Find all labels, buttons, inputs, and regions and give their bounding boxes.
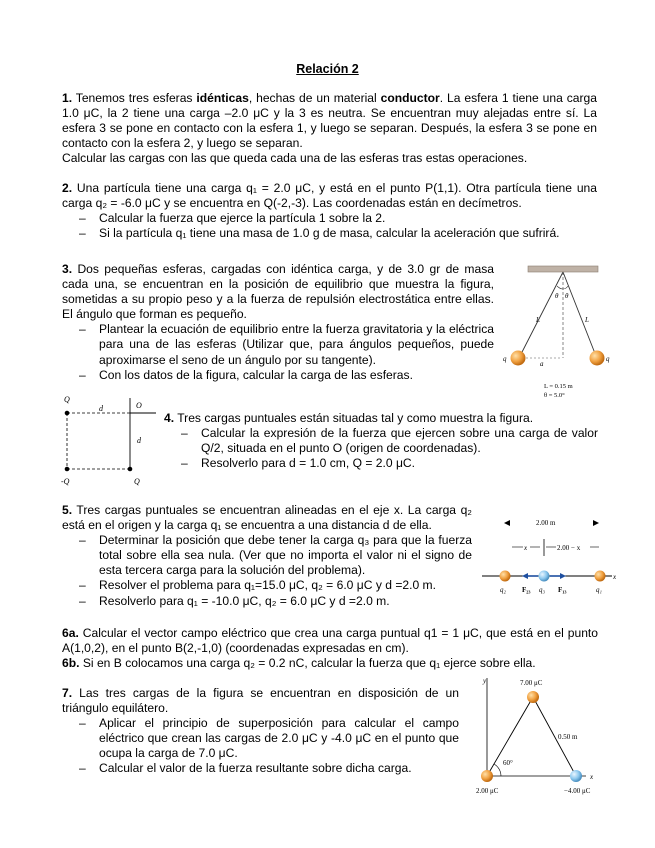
a-label: a — [540, 360, 544, 368]
Q-top-left-label: Q — [64, 395, 70, 404]
problem-1: 1. Tenemos tres esferas idénticas, hechas de un material conductor. La esfera 1 tiene una carga 1.0 μC, la 2 tiene una carga –2.0 μC y la 3 es neutra. Se encuentran muy alejadas entre sí. La esfera 3 se pone en contacto con la esfera 1, y luego se separan. Después, la esfera 3 se pone en contacto con la esfera 2, y luego se separan. Calcular las cargas con las que queda cada una de las esferas tras estas operaciones. — [62, 91, 597, 166]
x-axis-label: x — [590, 773, 594, 781]
charge-q1 — [595, 571, 606, 582]
problem-4: 4. Tres cargas puntuales están situadas tal y como muestra la figura. – Calcular la expresión de la fuerza que ejercen sobre una carga de valor Q/2, situada en el punto O (origen de coordenadas). – Resolverlo para d = 1.0 cm, Q = 2.0 μC. — [164, 411, 598, 471]
bottom-left-charge-label: 2.00 μC — [476, 787, 499, 795]
y-axis-label: y — [483, 677, 487, 685]
L-right-label: L — [585, 316, 589, 324]
string-left — [520, 272, 563, 356]
list-item: – Resolver el problema para q₁=15.0 μC, q₂ = 6.0 μC y d =2.0 m. — [62, 578, 472, 593]
aligned-charges-figure — [476, 512, 616, 598]
charge-top-left — [65, 411, 70, 416]
x-dim-label: x — [524, 544, 528, 552]
F13-label: F₁₃ — [558, 586, 567, 594]
list-item: – Calcular la fuerza que ejerce la partícula 1 sobre la 2. — [62, 211, 597, 226]
triangle-charges-figure — [470, 672, 610, 800]
list-item: – Con los datos de la figura, calcular la carga de las esferas. — [62, 368, 494, 383]
q-left-label: q — [503, 355, 507, 363]
charge-top — [527, 691, 539, 703]
length-data: L = 0.15 m — [544, 383, 573, 390]
list-item: – Calcular la expresión de la fuerza que ejercen sobre una carga de valor Q/2, situada en el punto O (origen de coordenadas). — [164, 426, 598, 456]
charge-bottom-right — [128, 467, 133, 472]
q1-label: q₁ — [596, 586, 602, 594]
problem-7-number: 7. — [62, 686, 73, 700]
Q-bottom-right-label: Q — [134, 477, 140, 486]
q-right-label: q — [606, 355, 610, 363]
top-charge-label: 7.00 μC — [520, 679, 543, 687]
q2-label: q₂ — [500, 586, 506, 594]
theta-left-label: θ — [555, 292, 559, 300]
O-label: O — [136, 401, 142, 410]
problem-5-number: 5. — [62, 503, 73, 517]
problem-2-number: 2. — [62, 181, 73, 195]
charge-bottom-left — [65, 467, 70, 472]
square-charges-figure — [58, 392, 158, 490]
theta-right-label: θ — [565, 292, 569, 300]
problem-3-number: 3. — [62, 262, 73, 276]
side-length-label: 0.50 m — [558, 733, 578, 741]
charge-bottom-right — [570, 770, 582, 782]
d-top-label: d — [99, 404, 103, 413]
sphere-right — [590, 351, 605, 366]
arrow-top-right — [593, 520, 599, 526]
list-item: – Resolverlo para d = 1.0 cm, Q = 2.0 μC. — [164, 456, 598, 471]
list-item: – Aplicar el principio de superposición para calcular el campo eléctrico que crean las cargas de 2.0 μC y -4.0 μC en el punto que ocupa la carga de 7.0 μC. — [62, 716, 459, 761]
force-F13-head — [560, 573, 566, 579]
problem-4-number: 4. — [164, 411, 175, 425]
ceiling — [528, 266, 598, 272]
angle-arc — [494, 764, 501, 776]
angle-arc-left — [557, 286, 563, 289]
q3-label: q₃ — [539, 586, 545, 594]
problem-6b-number: 6b. — [62, 656, 80, 671]
charge-q2 — [500, 571, 511, 582]
sphere-left — [511, 351, 526, 366]
angle-data: θ = 5.0° — [544, 392, 565, 399]
list-item: – Calcular el valor de la fuerza resultante sobre dicha carga. — [62, 761, 459, 776]
angle-label: 60° — [503, 759, 513, 767]
x-axis-label: x — [613, 573, 616, 581]
list-item: – Determinar la posición que debe tener la carga q₃ para que la fuerza total sobre ella sea nula. (Ver que no importa el valor ni el signo de esta tercera carga para la solución del problema). — [62, 533, 472, 578]
string-right — [563, 272, 596, 356]
F23-label: F₂₃ — [522, 586, 531, 594]
list-item: – Si la partícula q₁ tiene una masa de 1.0 g de masa, calcular la aceleración que sufrirá. — [62, 226, 597, 241]
problem-6a-number: 6a. — [62, 626, 79, 640]
list-item: – Plantear la ecuación de equilibrio entre la fuerza gravitatoria y la eléctrica para una de las esferas (Utilizar que, para ángulos pequeños, puede aproximarse el seno de un ángulo por su tangente). — [62, 322, 494, 367]
problem-3: 3. Dos pequeñas esferas, cargadas con idéntica carga, y de 3.0 gr de masa cada una, se encuentran en la posición de equilibrio que muestra la figura, sometidas a su propio peso y a la fuerza de repulsión electrostática entre ellas. El ángulo que forman es pequeño. – Plantear la ecuación de equilibrio entre la fuerza gravitatoria y la eléctrica para una de las esferas (Utilizar que, para ángulos pequeños, puede aproximarse el seno de un ángulo por su tangente). – Con los datos de la figura, calcular la carga de las esferas. — [62, 262, 494, 383]
problem-6: 6a. Calcular el vector campo eléctrico que crea una carga puntual q1 = 1 μC, que está en el punto A(1,0,2), en el punto B(2,-1,0) (coordenadas expresadas en cm). 6b. Si en B colocamos una carga q₂ = 0.2 nC, calcular la fuerza que q₁ ejerce sobre ella. — [62, 626, 598, 671]
dist-mid-label: 2.00 − x — [557, 544, 581, 552]
d-right-label: d — [137, 436, 141, 445]
pendulum-figure — [500, 262, 612, 402]
negQ-label: -Q — [61, 477, 70, 486]
problem-7: 7. Las tres cargas de la figura se encuentran en disposición de un triángulo equilátero. – Aplicar el principio de superposición para calcular el campo eléctrico que crean las cargas de 2.0 μC y -4.0 μC en el punto que ocupa la carga de 7.0 μC. – Calcular el valor de la fuerza resultante sobre dicha carga. — [62, 686, 459, 777]
problem-2: 2. Una partícula tiene una carga q₁ = 2.0 μC, y está en el punto P(1,1). Otra partícula tiene una carga q₂ = -6.0 μC y se encuentra en Q(-2,-3). Las coordenadas están en decímetros. – Calcular la fuerza que ejerce la partícula 1 sobre la 2. – Si la partícula q₁ tiene una masa de 1.0 g de masa, calcular la aceleración que sufrirá. — [62, 181, 597, 241]
arrow-top-left — [504, 520, 510, 526]
bottom-right-charge-label: −4.00 μC — [564, 787, 591, 795]
charge-bottom-left — [481, 770, 493, 782]
problem-1-number: 1. — [62, 91, 73, 105]
force-F23-head — [522, 573, 528, 579]
angle-arc-right — [563, 286, 568, 289]
dist-top-label: 2.00 m — [536, 519, 556, 527]
L-left-label: L — [536, 316, 540, 324]
list-item: – Resolverlo para q₁ = -10.0 μC, q₂ = 6.0 μC y d =2.0 m. — [62, 594, 472, 609]
page-title: Relación 2 — [296, 62, 359, 76]
charge-q3 — [539, 571, 550, 582]
problem-5: 5. Tres cargas puntuales se encuentran alineadas en el eje x. La carga q₂ está en el origen y la carga q₁ se encuentra a una distancia d de ella. – Determinar la posición que debe tener la carga q₃ para que la fuerza total sobre ella sea nula. (Ver que no importa el valor ni el signo de esta tercera carga para la solución del problema). – Resolver el problema para q₁=15.0 μC, q₂ = 6.0 μC y d =2.0 m. – Resolverlo para q₁ = -10.0 μC, q₂ = 6.0 μC y d =2.0 m. — [62, 503, 472, 609]
